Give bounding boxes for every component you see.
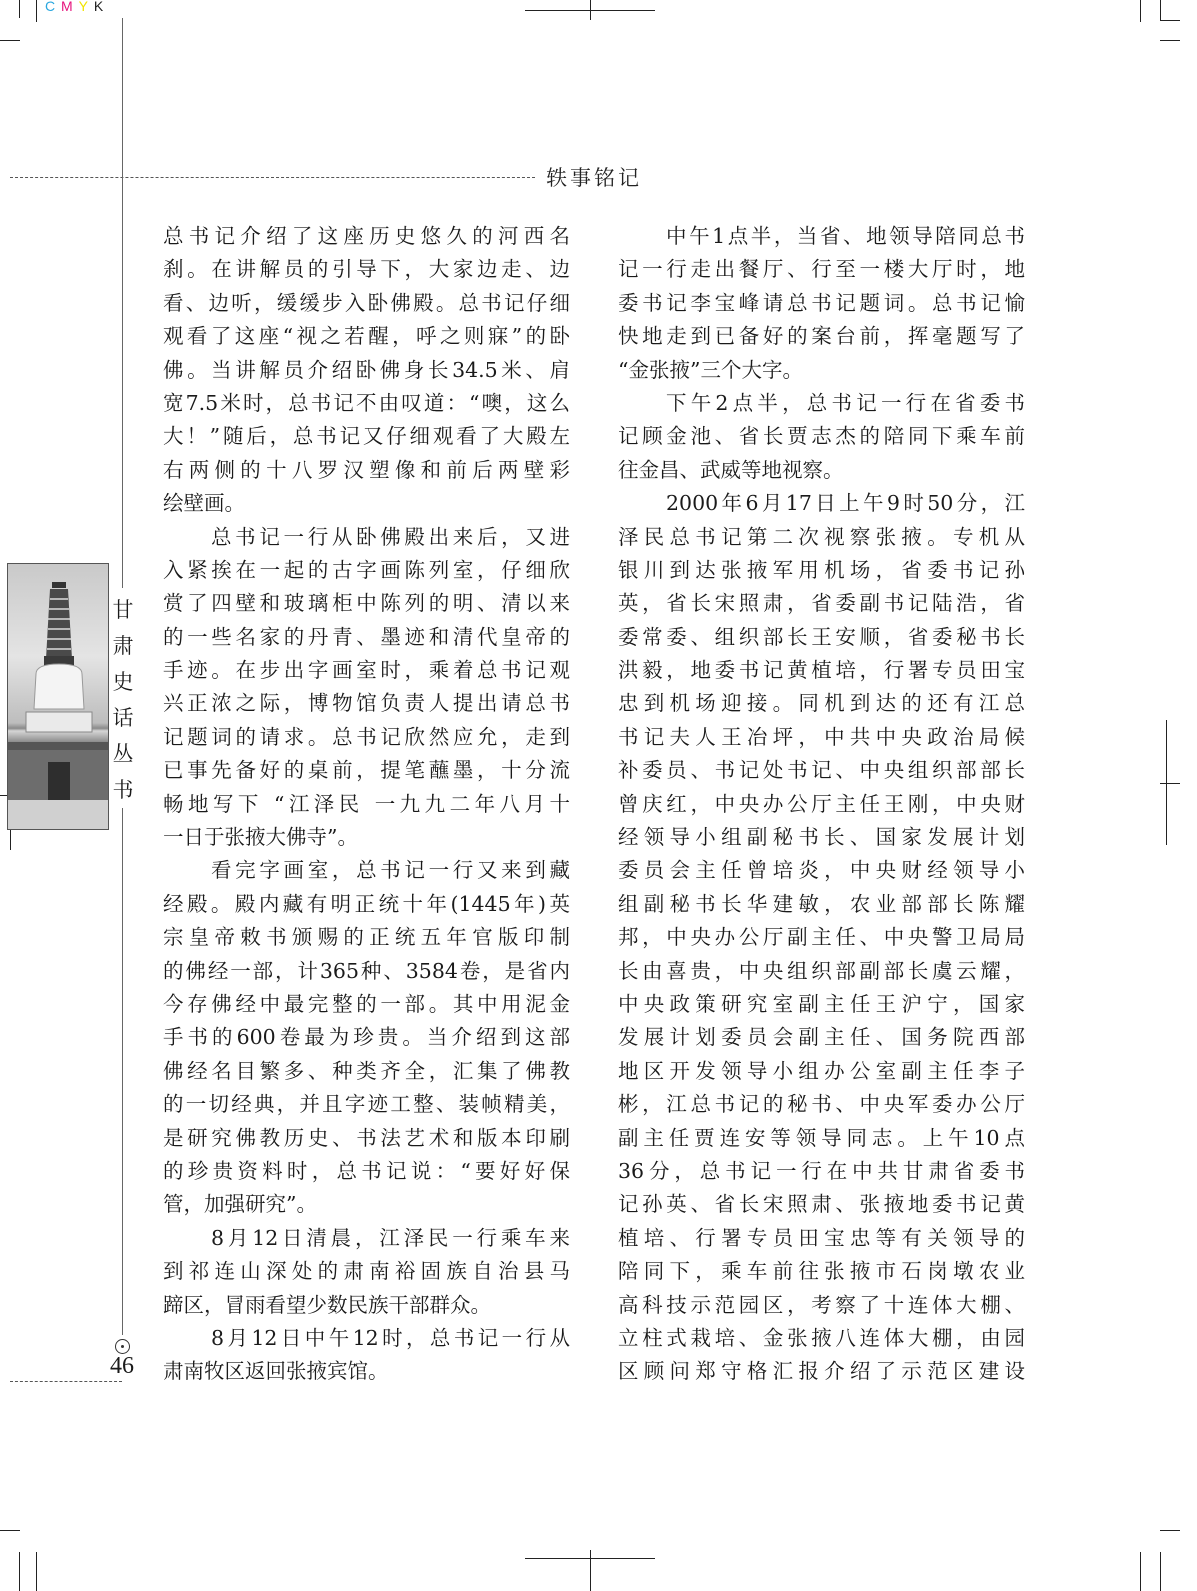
- text-line: 快地走到已备好的案台前，挥毫题写了: [618, 324, 1025, 349]
- text-line: 陪同下，乘车前往张掖市石岗墩农业: [618, 1259, 1025, 1284]
- page-number: 46: [110, 1353, 134, 1379]
- text-line: 今存佛经中最完整的一部。其中用泥金: [163, 991, 570, 1016]
- text-line: 观看了这座“视之若醒，呼之则寐”的卧: [163, 324, 570, 349]
- text-line: 区顾问郑守格汇报介绍了示范区建设: [618, 1359, 1025, 1384]
- paragraph: [163, 1322, 570, 1389]
- text-column-left: [163, 220, 570, 1389]
- text-line: 手迹。在步出字画室时，乘着总书记观: [163, 658, 570, 683]
- crop-mark: [0, 1530, 20, 1531]
- text-line: 银川到达张掖军用机场，省委书记孙: [618, 557, 1025, 582]
- text-line: “金张掖”三个大字。: [618, 357, 803, 382]
- text-line: 记一行走出餐厅、行至一楼大厅时，地: [618, 257, 1025, 282]
- crop-mark: [1160, 20, 1180, 21]
- text-line: 书记夫人王冶坪，中共中央政治局候: [618, 724, 1025, 749]
- margin-rule: [122, 795, 123, 1335]
- text-line: 总书记介绍了这座历史悠久的河西名: [163, 224, 570, 248]
- text-line: 看、边听，缓缓步入卧佛殿。总书记仔细: [163, 290, 570, 315]
- text-line: 到祁连山深处的肃南裕固族自治县马: [163, 1259, 570, 1284]
- text-line: 记孙英、省长宋照肃、张掖地委书记黄: [618, 1192, 1025, 1217]
- text-line: 绘壁画。: [163, 491, 245, 516]
- text-line: 8月12日中午12时，总书记一行从: [211, 1325, 570, 1350]
- text-line: 下午2点半，总书记一行在省委书: [666, 390, 1025, 415]
- text-line: 曾庆红，中央办公厅主任王刚，中央财: [618, 791, 1025, 816]
- paragraph: [163, 854, 570, 1221]
- paragraph: [618, 387, 1025, 487]
- text-line: 兴正浓之际，博物馆负责人提出请总书: [163, 691, 570, 716]
- crop-mark: [1160, 783, 1180, 784]
- text-line: 畅地写下 “江泽民 一九九二年八月十: [163, 791, 570, 816]
- text-line: 一日于张掖大佛寺”。: [163, 825, 358, 850]
- text-line: 已事先备好的桌前，提笔蘸墨，十分流: [163, 758, 570, 783]
- text-line: 组副秘书长华建敏，农业部部长陈耀: [618, 891, 1025, 916]
- text-line: 委员会主任曾培炎，中央财经领导小: [618, 858, 1025, 883]
- series-char: 书: [112, 778, 134, 802]
- white-stupa-illustration: [8, 564, 108, 829]
- text-line: 长由喜贵，中央组织部副部长虞云耀，: [618, 958, 1025, 983]
- text-line: 的一些名家的丹青、墨迹和清代皇帝的: [163, 624, 570, 649]
- text-line: 发展计划委员会副主任、国务院西部: [618, 1025, 1025, 1050]
- crop-mark: [1140, 1552, 1141, 1591]
- text-line: 2000年6月17日上午9时50分，江: [666, 491, 1025, 516]
- text-line: 宽7.5米时，总书记不由叹道：“噢，这么: [163, 390, 570, 415]
- paragraph: [163, 220, 570, 521]
- text-line: 洪毅，地委书记黄植培，行署专员田宝: [618, 658, 1025, 683]
- series-title-vertical: [111, 592, 135, 808]
- crop-mark: [36, 1552, 37, 1591]
- cmyk-m: M: [61, 0, 74, 14]
- text-line: 佛经名目繁多、种类齐全，汇集了佛教: [163, 1058, 570, 1083]
- cmyk-color-bar: [45, 0, 104, 14]
- text-line: 经殿。殿内藏有明正统十年(1445年)英: [163, 891, 570, 916]
- text-line: 看完字画室，总书记一行又来到藏: [211, 858, 570, 883]
- text-line: 委常委、组织部长王安顺，省委秘书长: [618, 624, 1025, 649]
- cmyk-c: C: [45, 0, 57, 14]
- footer-dashed-rule: [10, 1381, 122, 1382]
- section-title: 轶事铭记: [546, 166, 642, 190]
- text-line: 大！”随后，总书记又仔细观看了大殿左: [163, 424, 570, 449]
- text-line: 英，省长宋照肃，省委副书记陆浩，省: [618, 591, 1025, 616]
- text-line: 佛。当讲解员介绍卧佛身长34.5米、肩: [163, 357, 570, 382]
- text-line: 刹。在讲解员的引导下，大家边走、边: [163, 257, 570, 282]
- text-line: 8月12日清晨，江泽民一行乘车来: [211, 1225, 570, 1250]
- margin-rule: [122, 18, 123, 588]
- text-line: 补委员、书记处书记、中央组织部部长: [618, 758, 1025, 783]
- text-line: 宗皇帝敕书颁赐的正统五年官版印制: [163, 925, 570, 950]
- text-line: 记题词的请求。总书记欣然应允，走到: [163, 724, 570, 749]
- series-char: 肃: [112, 634, 134, 658]
- paragraph: [618, 220, 1025, 387]
- crop-mark: [1160, 40, 1180, 41]
- header-dashed-rule: [10, 177, 535, 178]
- paragraph: [618, 487, 1025, 1389]
- crop-mark: [19, 0, 20, 18]
- text-line: 经领导小组副秘书长、国家发展计划: [618, 825, 1025, 850]
- text-line: 记顾金池、省长贾志杰的陪同下乘车前: [618, 424, 1025, 449]
- series-char: 丛: [112, 742, 134, 766]
- text-line: 委书记李宝峰请总书记题词。总书记愉: [618, 290, 1025, 315]
- text-line: 往金昌、武威等地视察。: [618, 457, 844, 482]
- text-line: 中央政策研究室副主任王沪宁，国家: [618, 991, 1025, 1016]
- crop-mark: [1160, 1530, 1180, 1531]
- text-line: 忠到机场迎接。同机到达的还有江总: [618, 691, 1025, 716]
- crop-mark: [0, 40, 20, 41]
- text-line: 肃南牧区返回张掖宾馆。: [163, 1359, 389, 1384]
- crop-mark: [36, 0, 37, 22]
- text-line: 入紧挨在一起的古字画陈列室，仔细欣: [163, 557, 570, 582]
- cmyk-y: Y: [78, 0, 89, 14]
- text-line: 立柱式栽培、金张掖八连体大棚，由园: [618, 1325, 1025, 1350]
- text-line: 彬，江总书记的秘书、中央军委办公厅: [618, 1092, 1025, 1117]
- text-line: 赏了四壁和玻璃柜中陈列的明、清以来: [163, 591, 570, 616]
- text-column-right: [618, 220, 1025, 1389]
- text-line: 总书记一行从卧佛殿出来后，又进: [211, 524, 570, 549]
- text-line: 泽民总书记第二次视察张掖。专机从: [618, 524, 1025, 549]
- text-line: 是研究佛教历史、书法艺术和版本印刷: [163, 1125, 570, 1150]
- text-line: 邦，中央办公厅副主任、中央警卫局局: [618, 925, 1025, 950]
- page-number-ornament-icon: [115, 1339, 130, 1354]
- paragraph: [163, 521, 570, 855]
- text-line: 管，加强研究”。: [163, 1192, 317, 1217]
- text-line: 的佛经一部，计365种、3584卷，是省内: [163, 958, 570, 983]
- cmyk-k: K: [93, 0, 105, 14]
- crop-mark: [590, 1550, 591, 1591]
- crop-mark: [1160, 1552, 1161, 1591]
- text-line: 36分，总书记一行在中共甘肃省委书: [618, 1158, 1025, 1183]
- series-char: 史: [112, 670, 134, 694]
- text-line: 的一切经典，并且字迹工整、装帧精美，: [163, 1092, 570, 1117]
- text-line: 中午1点半，当省、地领导陪同总书: [666, 224, 1025, 248]
- crop-mark: [19, 1552, 20, 1591]
- stupa-photo: [7, 563, 109, 830]
- series-char: 话: [112, 706, 134, 730]
- crop-mark: [1160, 0, 1161, 20]
- text-line: 手书的600卷最为珍贵。当介绍到这部: [163, 1025, 570, 1050]
- text-line: 的珍贵资料时，总书记说：“要好好保: [163, 1158, 570, 1183]
- text-line: 高科技示范园区，考察了十连体大棚、: [618, 1292, 1025, 1317]
- text-line: 蹄区，冒雨看望少数民族干部群众。: [163, 1292, 491, 1317]
- text-line: 副主任贾连安等领导同志。上午10点: [618, 1125, 1025, 1150]
- paragraph: [163, 1222, 570, 1322]
- crop-mark: [1140, 0, 1141, 22]
- text-line: 右两侧的十八罗汉塑像和前后两壁彩: [163, 457, 570, 482]
- crop-mark: [590, 0, 591, 20]
- series-char: 甘: [112, 598, 134, 622]
- text-line: 植培、行署专员田宝忠等有关领导的: [618, 1225, 1025, 1250]
- text-line: 地区开发领导小组办公室副主任李子: [618, 1058, 1025, 1083]
